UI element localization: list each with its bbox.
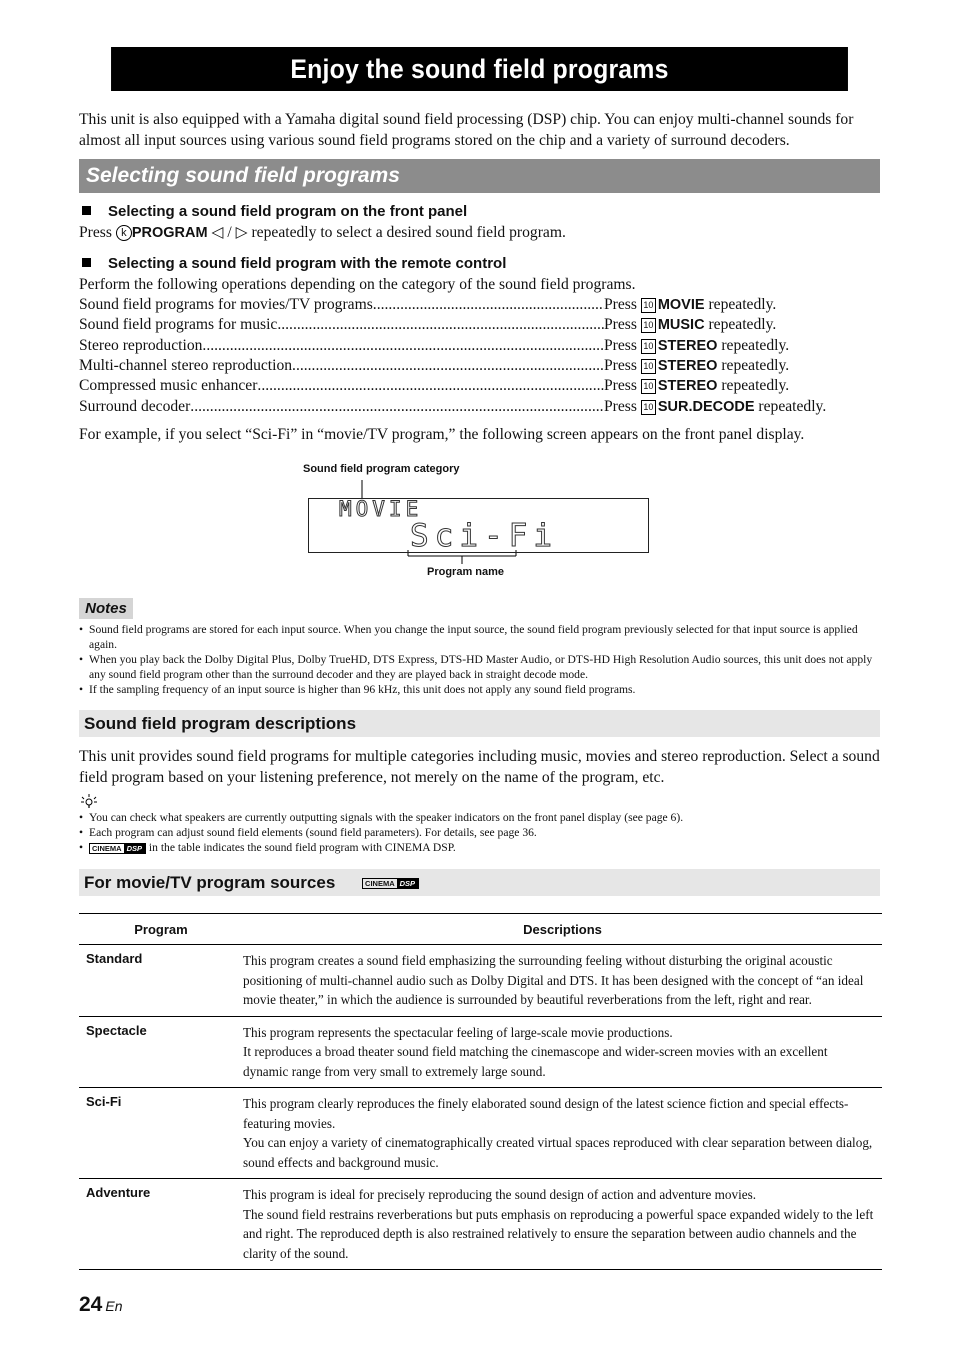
remote-key-label: STEREO (657, 337, 718, 354)
section-heading-selecting: Selecting sound field programs (79, 159, 880, 193)
remote-operation-row: Sound field programs for movies/TV programs ..... Press 10 MOVIE repeatedly. (79, 295, 859, 315)
remote-key-label: SUR.DECODE (657, 398, 755, 415)
note-item: • When you play back the Dolby Digital Plus, Dolby TrueHD, DTS Express, DTS-HD Master Audio, or DTS-HD High Resolution Audio sources, this unit does not apply any sound field program other than the surround decoder and they are played back in straight decode mode. (79, 652, 882, 682)
program-name: Sci-Fi (79, 1088, 243, 1179)
hint-item: • You can check what speakers are currently outputting signals with the speaker indicators on the front panel display (see page 6). (79, 810, 882, 825)
key-number-icon: 10 (641, 298, 656, 313)
hints-list (79, 810, 882, 840)
cinema-dsp-badge-icon: CINEMA DSP (89, 843, 146, 854)
key-number-icon: 10 (641, 339, 656, 354)
table-row (79, 1016, 882, 1088)
square-bullet-icon (82, 258, 91, 267)
descriptions-body: This unit provides sound field programs for multiple categories including music, movies and stereo reproduction. Select a sound field program based on your listening preference, not merely on the name of the program, etc. (79, 748, 880, 786)
key-number-icon: 10 (641, 359, 656, 374)
table-row (79, 1088, 882, 1179)
remote-operation-row: Compressed music enhancer ..... Press 10 STEREO repeatedly. (79, 376, 859, 396)
note-item: • If the sampling frequency of an input source is higher than 96 kHz, this unit does not apply any sound field programs. (79, 682, 882, 697)
example-text: For example, if you select “Sci-Fi” in “movie/TV program,” the following screen appears on the front panel display. (79, 426, 805, 443)
section-heading-movie: For movie/TV program sources CINEMA DSP (79, 869, 880, 896)
program-description: This program is ideal for precisely reproducing the sound design of action and adventure movies. The sound field restrains reverberations but puts emphasis on reproducing a powerful space expanded widely to the left and right. The reproduced depth is also restrained relatively to ensure the separation between audio channels and the clarity of the sound. (243, 1179, 882, 1270)
subheading-remote: Selecting a sound field program with the remote control (79, 255, 506, 272)
table-row (79, 945, 882, 1017)
program-name-label: Program name (427, 566, 505, 578)
hint-item: • Each program can adjust sound field elements (sound field parameters). For details, see page 36. (79, 825, 882, 840)
lightbulb-icon (79, 793, 97, 809)
section-heading-descriptions: Sound field program descriptions (79, 710, 880, 737)
subheading-front-panel: Selecting a sound field program on the front panel (79, 203, 467, 220)
program-name: Standard (79, 945, 243, 1017)
key-number-icon: 10 (641, 400, 656, 415)
remote-operation-row: Surround decoder ..... Press 10 SUR.DECODE repeatedly. (79, 397, 859, 417)
key-number-icon: 10 (641, 379, 656, 394)
program-table (79, 913, 882, 1270)
program-description: This program represents the spectacular feeling of large-scale movie productions. It reproduces a broad theater sound field matching the cinemascope and wider-screen movies with an excellent dynamic range from very small to extremely large sound. (243, 1016, 882, 1088)
page-title: Enjoy the sound field programs (111, 47, 848, 91)
display-program-text: Sci-Fi (410, 518, 558, 554)
remote-operation-row: Multi-channel stereo reproduction ..... Press 10 STEREO repeatedly. (79, 356, 859, 376)
program-description: This program clearly reproduces the finely elaborated sound design of the latest science fiction and special effects-featuring movies. You can enjoy a variety of cinematographically created virtual spaces reproduced with clear separation between dialog, sound effects and background music. (243, 1088, 882, 1179)
notes-tag: Notes (79, 598, 133, 619)
key-number-icon: 10 (641, 318, 656, 333)
column-header-program: Program (79, 914, 243, 945)
display-category-text: MOVIE (339, 497, 423, 521)
remote-operation-row: Stereo reproduction ..... Press 10 STEREO repeatedly. (79, 336, 859, 356)
category-label: Sound field program category (303, 463, 460, 475)
intro-paragraph: This unit is also equipped with a Yamaha digital sound field processing (DSP) chip. You can enjoy multi-channel sounds for almost all input sources using various sound field programs stored on the chip and a variety of surround decoders. (79, 111, 854, 149)
key-number-icon: k (116, 225, 132, 241)
table-row (79, 1179, 882, 1270)
front-panel-instruction: Press k PROGRAM ◁ / ▷ repeatedly to select a desired sound field program. (79, 224, 566, 241)
cinema-hint: • CINEMA DSP in the table indicates the sound field program with CINEMA DSP. (79, 840, 882, 855)
notes-list (79, 622, 882, 697)
program-description: This program creates a sound field emphasizing the surrounding feeling without disturbing the original acoustic positioning of multi-channel audio such as Dolby Digital and DTS. It has been designed with the concept of “an ideal movie theater,” in which the audience is surrounded by beautiful reverberations from the left, right and rear. (243, 945, 882, 1017)
program-name: Spectacle (79, 1016, 243, 1088)
square-bullet-icon (82, 206, 91, 215)
remote-key-label: STEREO (657, 378, 718, 395)
page-number: 24 En (79, 1293, 123, 1316)
program-name: Adventure (79, 1179, 243, 1270)
column-header-descriptions: Descriptions (243, 914, 882, 945)
cinema-dsp-badge-icon: CINEMA DSP (362, 878, 419, 889)
remote-key-label: MUSIC (657, 317, 705, 334)
note-item: • Sound field programs are stored for each input source. When you change the input source, the sound field program previously selected for that input source is applied again. (79, 622, 882, 652)
remote-operation-row: Sound field programs for music ..... Press 10 MUSIC repeatedly. (79, 315, 859, 335)
remote-key-label: MOVIE (657, 297, 705, 313)
remote-key-label: STEREO (657, 357, 718, 374)
remote-intro: Perform the following operations depending on the category of the sound field programs. (79, 276, 636, 293)
